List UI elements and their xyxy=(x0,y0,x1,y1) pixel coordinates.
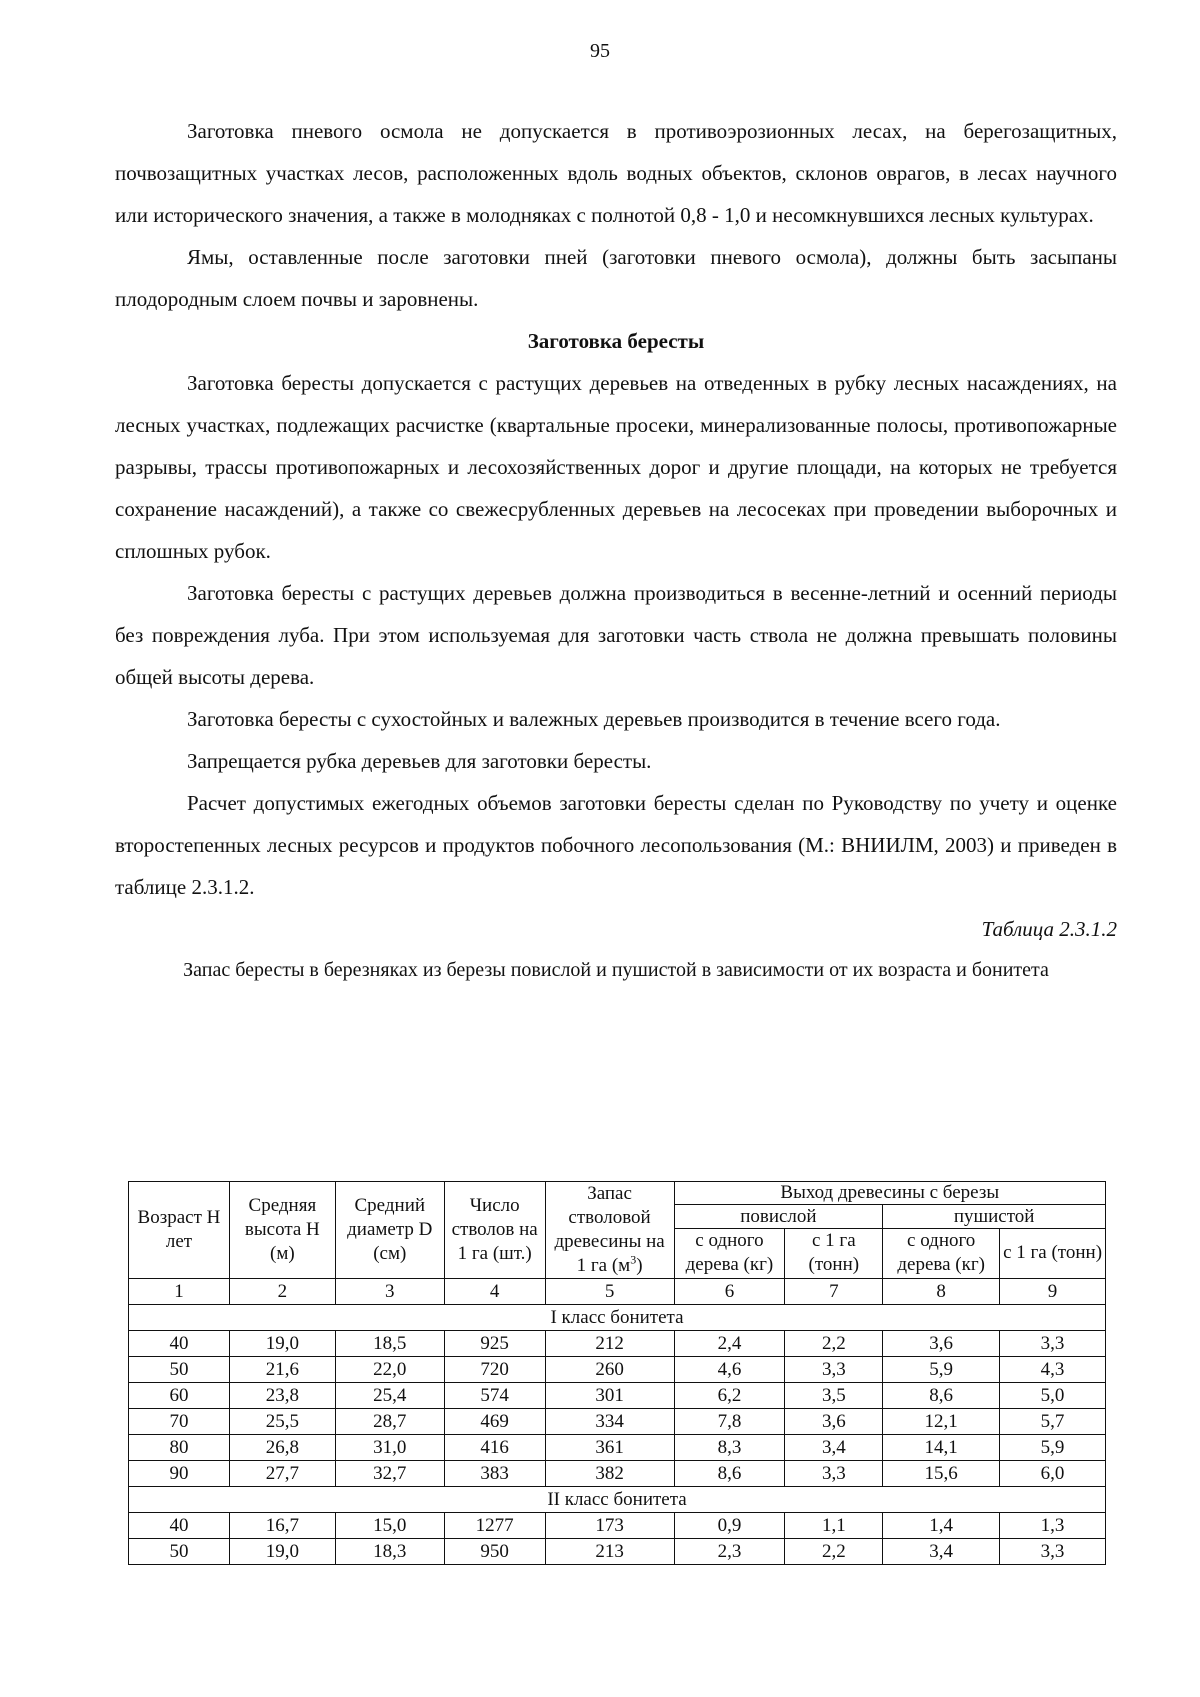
group-row xyxy=(129,1487,1106,1513)
table-cell: 1,4 xyxy=(883,1513,1000,1539)
table-cell: 6,2 xyxy=(674,1383,785,1409)
header-diameter: Средний диаметр D (см) xyxy=(335,1182,444,1279)
header-per-tree: с одного дерева (кг) xyxy=(674,1228,785,1278)
table-cell: 18,5 xyxy=(335,1331,444,1357)
group-title: II класс бонитета xyxy=(129,1487,1106,1513)
table-row xyxy=(129,1357,1106,1383)
table-cell: 25,5 xyxy=(229,1409,335,1435)
table-cell: 26,8 xyxy=(229,1435,335,1461)
table-cell: 25,4 xyxy=(335,1383,444,1409)
table-cell: 31,0 xyxy=(335,1435,444,1461)
birch-bark-table xyxy=(128,1181,1106,1565)
table-cell: 80 xyxy=(129,1435,230,1461)
table-cell: 334 xyxy=(545,1409,674,1435)
table-cell: 8,3 xyxy=(674,1435,785,1461)
table-cell: 3,5 xyxy=(785,1383,883,1409)
table-cell: 21,6 xyxy=(229,1357,335,1383)
table-cell: 173 xyxy=(545,1513,674,1539)
table-cell: 2,2 xyxy=(785,1331,883,1357)
table-cell: 3,3 xyxy=(1000,1539,1106,1565)
table-cell: 19,0 xyxy=(229,1331,335,1357)
paragraph: Запрещается рубка деревьев для заготовки бересты. xyxy=(187,749,652,773)
column-number: 8 xyxy=(883,1279,1000,1305)
table-cell: 19,0 xyxy=(229,1539,335,1565)
header-stock-superscript: 3 xyxy=(630,1252,637,1267)
table-row xyxy=(129,1409,1106,1435)
header-stock-close: ) xyxy=(636,1255,643,1276)
table-row xyxy=(129,1435,1106,1461)
table-cell: 361 xyxy=(545,1435,674,1461)
table-cell: 720 xyxy=(444,1357,545,1383)
column-number: 2 xyxy=(229,1279,335,1305)
table-cell: 7,8 xyxy=(674,1409,785,1435)
table-cell: 18,3 xyxy=(335,1539,444,1565)
table-cell: 383 xyxy=(444,1461,545,1487)
paragraph: Расчет допустимых ежегодных объемов заготовки бересты сделан по Руководству по учету и оценке второстепенных лесных ресурсов и продуктов побочного лесопользования (М.: ВНИИЛМ, 2003) и приведен в таблице 2.3.1.2. xyxy=(115,791,1117,899)
table-cell: 70 xyxy=(129,1409,230,1435)
header-height: Средняя высота Н (м) xyxy=(229,1182,335,1279)
header-stock xyxy=(545,1182,674,1279)
table-cell: 260 xyxy=(545,1357,674,1383)
column-number: 6 xyxy=(674,1279,785,1305)
column-number: 3 xyxy=(335,1279,444,1305)
table-cell: 5,9 xyxy=(1000,1435,1106,1461)
table-cell: 3,4 xyxy=(785,1435,883,1461)
table-cell: 1,1 xyxy=(785,1513,883,1539)
paragraph: Заготовка пневого осмола не допускается в противоэрозионных лесах, на берегозащитных, почвозащитных участках лесов, расположенных вдоль водных объектов, склонов оврагов, в лесах научного или исторического значения, а также в молодняках с полнотой 0,8 - 1,0 и несомкнувшихся лесных культурах. xyxy=(115,119,1117,227)
paragraph: Заготовка бересты с растущих деревьев должна производиться в весенне-летний и осенний периоды без повреждения луба. При этом используемая для заготовки часть ствола не должна превышать половины общей высоты дерева. xyxy=(115,581,1117,689)
table-cell: 3,6 xyxy=(785,1409,883,1435)
table-cell: 40 xyxy=(129,1331,230,1357)
header-per-ha: с 1 га (тонн) xyxy=(1000,1228,1106,1278)
table-cell: 4,6 xyxy=(674,1357,785,1383)
table-cell: 50 xyxy=(129,1539,230,1565)
column-number: 7 xyxy=(785,1279,883,1305)
table-cell: 3,4 xyxy=(883,1539,1000,1565)
column-number: 9 xyxy=(1000,1279,1106,1305)
table-cell: 925 xyxy=(444,1331,545,1357)
document-body xyxy=(115,110,1117,990)
table-cell: 27,7 xyxy=(229,1461,335,1487)
group-title: I класс бонитета xyxy=(129,1305,1106,1331)
header-per-tree: с одного дерева (кг) xyxy=(883,1228,1000,1278)
section-heading: Заготовка бересты xyxy=(527,329,705,353)
table-cell: 8,6 xyxy=(674,1461,785,1487)
paragraph: Ямы, оставленные после заготовки пней (заготовки пневого осмола), должны быть засыпаны плодородным слоем почвы и заровнены. xyxy=(115,245,1117,311)
table-cell: 5,7 xyxy=(1000,1409,1106,1435)
table-cell: 90 xyxy=(129,1461,230,1487)
table-cell: 3,3 xyxy=(785,1357,883,1383)
table-row xyxy=(129,1539,1106,1565)
header-yield: Выход древесины с березы xyxy=(674,1182,1105,1205)
table-cell: 50 xyxy=(129,1357,230,1383)
table-cell: 14,1 xyxy=(883,1435,1000,1461)
table-cell: 15,6 xyxy=(883,1461,1000,1487)
table-cell: 5,9 xyxy=(883,1357,1000,1383)
column-number: 5 xyxy=(545,1279,674,1305)
table-row xyxy=(129,1383,1106,1409)
table-cell: 574 xyxy=(444,1383,545,1409)
table-cell: 3,3 xyxy=(785,1461,883,1487)
table-cell: 2,3 xyxy=(674,1539,785,1565)
table-row xyxy=(129,1331,1106,1357)
table-label: Таблица 2.3.1.2 xyxy=(981,917,1117,941)
header-age: Возраст Н лет xyxy=(129,1182,230,1279)
column-number: 1 xyxy=(129,1279,230,1305)
table-cell: 950 xyxy=(444,1539,545,1565)
table-row xyxy=(129,1513,1106,1539)
table-cell: 40 xyxy=(129,1513,230,1539)
table-cell: 213 xyxy=(545,1539,674,1565)
table-cell: 6,0 xyxy=(1000,1461,1106,1487)
table-cell: 3,3 xyxy=(1000,1331,1106,1357)
table-cell: 301 xyxy=(545,1383,674,1409)
header-per-ha: с 1 га (тонн) xyxy=(785,1228,883,1278)
table-cell: 382 xyxy=(545,1461,674,1487)
table-cell: 2,4 xyxy=(674,1331,785,1357)
table-cell: 212 xyxy=(545,1331,674,1357)
table-cell: 32,7 xyxy=(335,1461,444,1487)
table-cell: 416 xyxy=(444,1435,545,1461)
table-cell: 60 xyxy=(129,1383,230,1409)
group-row xyxy=(129,1305,1106,1331)
table-cell: 469 xyxy=(444,1409,545,1435)
table-cell: 4,3 xyxy=(1000,1357,1106,1383)
paragraph: Заготовка бересты с сухостойных и валежных деревьев производится в течение всего года. xyxy=(187,707,1001,731)
paragraph: Заготовка бересты допускается с растущих деревьев на отведенных в рубку лесных насаждениях, на лесных участках, подлежащих расчистке (квартальные просеки, минерализованные полосы, противопожарные разрывы, трассы противопожарных и лесохозяйственных дорог и другие площади, на которых не требуется сохранение насаждений), а также со свежесрубленных деревьев на лесосеках при проведении выборочных и сплошных рубок. xyxy=(115,371,1117,563)
header-pendula: повислой xyxy=(674,1205,883,1228)
table-cell: 16,7 xyxy=(229,1513,335,1539)
table-cell: 5,0 xyxy=(1000,1383,1106,1409)
table-row xyxy=(129,1461,1106,1487)
table-caption: Запас бересты в березняках из березы повислой и пушистой в зависимости от их возраста и бонитета xyxy=(183,959,1049,981)
header-stems: Число стволов на 1 га (шт.) xyxy=(444,1182,545,1279)
table-cell: 22,0 xyxy=(335,1357,444,1383)
table-cell: 23,8 xyxy=(229,1383,335,1409)
column-number-row xyxy=(129,1279,1106,1305)
table-cell: 1277 xyxy=(444,1513,545,1539)
column-number: 4 xyxy=(444,1279,545,1305)
table-cell: 1,3 xyxy=(1000,1513,1106,1539)
header-pubescens: пушистой xyxy=(883,1205,1106,1228)
table-cell: 28,7 xyxy=(335,1409,444,1435)
page-number: 95 xyxy=(590,40,610,62)
header-stock-text: Запас стволовой древесины на 1 га (м xyxy=(554,1183,665,1276)
table-cell: 8,6 xyxy=(883,1383,1000,1409)
table-cell: 3,6 xyxy=(883,1331,1000,1357)
table-cell: 12,1 xyxy=(883,1409,1000,1435)
table-cell: 0,9 xyxy=(674,1513,785,1539)
table-cell: 15,0 xyxy=(335,1513,444,1539)
table-cell: 2,2 xyxy=(785,1539,883,1565)
